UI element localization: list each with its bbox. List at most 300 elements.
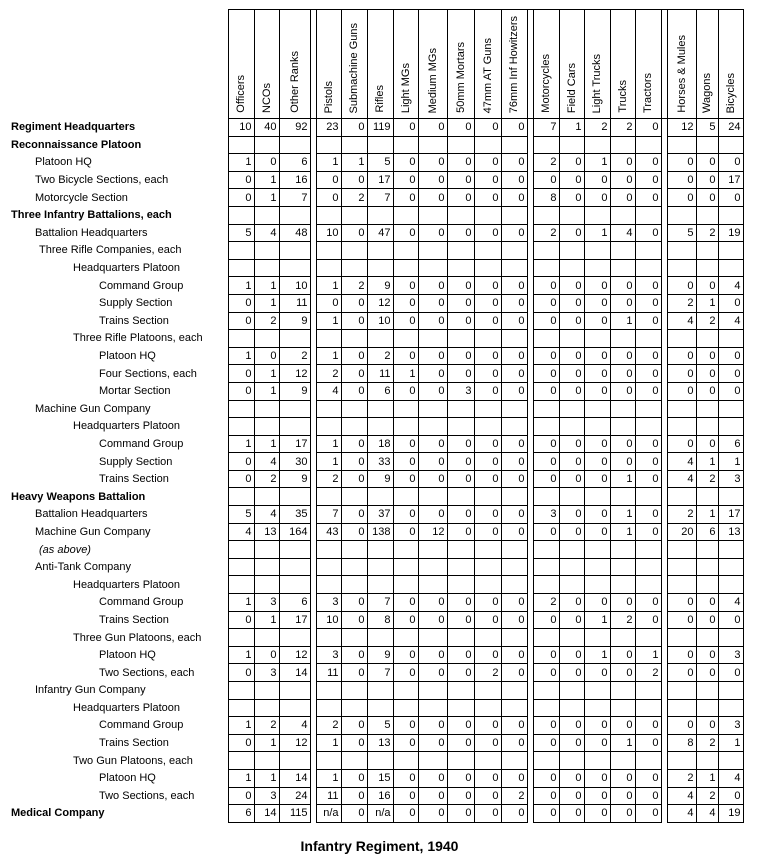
table-cell [393,541,418,559]
table-cell [696,259,718,277]
table-cell: 7 [316,506,341,524]
table-row [9,259,743,277]
table-cell [696,541,718,559]
table-cell: 0 [533,717,559,735]
table-cell: 5 [667,224,696,242]
table-row [9,682,743,700]
table-cell [533,558,559,576]
table-row [9,189,743,207]
table-cell: 13 [718,523,743,541]
table-cell: 0 [418,769,447,787]
table-cell: 17 [718,506,743,524]
table-cell: 0 [533,312,559,330]
table-cell: 0 [533,294,559,312]
table-cell [393,206,418,224]
table-cell [254,752,279,770]
table-cell [718,682,743,700]
table-cell [228,136,254,154]
table-cell [501,400,527,418]
table-cell: 0 [316,294,341,312]
table-cell: 0 [393,312,418,330]
table-cell: 0 [447,734,474,752]
table-cell: 0 [559,611,584,629]
row-label: Two Gun Platoons, each [73,754,193,767]
table-cell: 11 [279,294,310,312]
table-cell: 6 [279,154,310,172]
table-cell: 0 [447,294,474,312]
table-cell: 0 [393,611,418,629]
table-cell: 0 [610,646,635,664]
table-cell: 0 [501,506,527,524]
table-cell: 3 [718,717,743,735]
table-cell [667,541,696,559]
table-cell: 4 [667,312,696,330]
table-cell: 0 [501,189,527,207]
table-cell: 0 [501,171,527,189]
table-cell [418,242,447,260]
table-cell: 1 [228,646,254,664]
table-cell: 1 [254,611,279,629]
row-label: Command Group [99,437,184,450]
table-cell: 9 [367,470,393,488]
table-row [9,453,743,471]
table-cell [559,400,584,418]
table-cell: 0 [559,294,584,312]
table-cell: 0 [254,154,279,172]
table-cell: 0 [418,224,447,242]
table-cell: 0 [533,470,559,488]
table-cell: 0 [533,382,559,400]
table-cell [667,682,696,700]
table-cell [228,242,254,260]
table-cell: n/a [316,805,341,823]
table-cell [228,259,254,277]
table-cell: 6 [696,523,718,541]
table-cell [418,629,447,647]
table-cell [393,576,418,594]
table-cell: 0 [610,664,635,682]
table-cell: 1 [316,734,341,752]
table-cell: 2 [667,506,696,524]
table-cell [559,488,584,506]
table-cell: 1 [254,294,279,312]
table-cell: 0 [474,805,501,823]
table-cell: 0 [635,312,661,330]
table-cell: 0 [418,382,447,400]
table-cell: 0 [228,470,254,488]
table-row [9,470,743,488]
row-label: Reconnaissance Platoon [11,138,142,151]
table-cell [367,259,393,277]
table-cell: 0 [418,805,447,823]
table-cell: 0 [393,470,418,488]
table-cell [418,752,447,770]
table-cell: 0 [447,435,474,453]
table-cell: 0 [474,646,501,664]
table-row [9,611,743,629]
table-cell: 0 [696,347,718,365]
table-cell: 1 [316,277,341,295]
table-cell [279,488,310,506]
table-row [9,171,743,189]
table-cell: 0 [667,646,696,664]
table-cell: 0 [696,382,718,400]
table-cell [533,576,559,594]
table-cell [559,558,584,576]
table-cell: 0 [474,119,501,137]
table-cell [610,206,635,224]
table-cell [501,541,527,559]
table-cell: 3 [254,594,279,612]
table-cell [667,488,696,506]
column-header-label: Submachine Guns [348,22,360,113]
table-cell [696,400,718,418]
table-cell [418,330,447,348]
table-cell: 1 [316,435,341,453]
table-cell [393,400,418,418]
column-header [367,10,393,119]
table-cell: 0 [447,312,474,330]
table-cell: 0 [418,717,447,735]
table-row [9,699,743,717]
table-cell: 37 [367,506,393,524]
table-cell [367,629,393,647]
table-cell: 0 [474,435,501,453]
table-cell [667,330,696,348]
table-cell [254,699,279,717]
table-cell [279,629,310,647]
table-cell: 0 [610,277,635,295]
column-header-label: Officers [235,75,247,113]
table-row [9,629,743,647]
table-cell [418,576,447,594]
table-cell [279,558,310,576]
section-row [9,119,743,137]
section-row [9,206,743,224]
table-cell: 0 [584,523,610,541]
table-cell: 1 [718,734,743,752]
row-label: Platoon HQ [35,156,92,169]
table-cell [279,576,310,594]
table-cell: 0 [228,611,254,629]
table-cell [667,418,696,436]
table-cell: 2 [667,769,696,787]
table-cell [533,682,559,700]
table-cell: 5 [228,224,254,242]
table-cell: 0 [559,171,584,189]
table-cell: 1 [254,365,279,383]
organization-table [9,9,744,823]
table-cell: 0 [447,646,474,664]
table-cell: 0 [584,470,610,488]
table-cell [393,330,418,348]
table-cell [393,629,418,647]
table-cell [610,330,635,348]
table-cell: 0 [533,523,559,541]
table-cell: 10 [228,119,254,137]
table-row [9,294,743,312]
table-cell: 4 [610,224,635,242]
table-cell: 0 [635,523,661,541]
table-cell: 0 [418,734,447,752]
table-cell [533,752,559,770]
table-cell: 0 [228,734,254,752]
table-row [9,576,743,594]
table-cell: 0 [718,347,743,365]
table-cell [474,558,501,576]
table-cell: 0 [610,787,635,805]
table-cell: 4 [667,787,696,805]
table-cell: 0 [447,277,474,295]
table-cell: 0 [447,769,474,787]
row-label: Machine Gun Company [35,402,151,415]
table-cell: 0 [584,769,610,787]
table-cell [367,136,393,154]
table-cell: 0 [341,312,367,330]
table-cell: 0 [667,189,696,207]
table-cell: 40 [254,119,279,137]
table-cell: 1 [228,347,254,365]
table-cell: 0 [635,435,661,453]
table-cell [254,558,279,576]
row-label: Three Gun Platoons, each [73,631,202,644]
table-cell [635,400,661,418]
table-cell [418,418,447,436]
table-cell [418,206,447,224]
table-cell [474,400,501,418]
table-cell: 1 [610,470,635,488]
table-cell [718,136,743,154]
table-cell: 1 [718,453,743,471]
table-cell: 2 [667,294,696,312]
table-cell [254,576,279,594]
table-cell: 0 [584,294,610,312]
table-cell: 0 [559,154,584,172]
table-cell: 0 [418,506,447,524]
table-cell: 0 [418,453,447,471]
table-cell: 24 [279,787,310,805]
table-cell: 4 [718,594,743,612]
table-row [9,330,743,348]
table-cell [279,418,310,436]
table-cell [367,418,393,436]
table-cell: 7 [367,664,393,682]
table-cell [667,400,696,418]
table-cell [718,488,743,506]
row-label: Headquarters Platoon [73,701,181,714]
table-cell [393,558,418,576]
table-cell: 1 [635,646,661,664]
column-header [584,10,610,119]
row-label: Two Sections, each [99,666,195,679]
table-cell: 7 [367,189,393,207]
table-cell [584,576,610,594]
column-header-label: Field Cars [565,62,578,113]
table-cell: 0 [474,769,501,787]
table-cell: 0 [667,277,696,295]
table-cell: 2 [696,224,718,242]
table-cell [447,259,474,277]
table-cell: 0 [418,646,447,664]
table-cell: 4 [254,224,279,242]
table-cell: 0 [610,769,635,787]
table-cell: 0 [474,365,501,383]
table-cell: 0 [341,119,367,137]
table-cell: 0 [718,154,743,172]
table-cell: 3 [316,594,341,612]
table-cell: 0 [584,171,610,189]
table-cell: 0 [533,769,559,787]
column-header [316,10,341,119]
table-cell: 0 [533,734,559,752]
table-cell: 2 [254,312,279,330]
table-cell [254,259,279,277]
table-cell [367,242,393,260]
table-cell [279,541,310,559]
table-cell: 9 [279,312,310,330]
table-cell [610,752,635,770]
table-cell [559,206,584,224]
row-label: Trains Section [99,737,169,750]
table-cell: 3 [533,506,559,524]
table-cell: 119 [367,119,393,137]
table-cell: 0 [228,787,254,805]
table-cell: 0 [584,382,610,400]
table-cell: 0 [447,119,474,137]
table-cell: 0 [584,734,610,752]
table-cell [474,682,501,700]
table-cell [393,682,418,700]
table-cell [635,488,661,506]
table-cell: 10 [316,224,341,242]
table-cell: 0 [418,664,447,682]
table-cell [341,576,367,594]
table-cell [341,259,367,277]
table-cell: 3 [316,646,341,664]
table-cell: 0 [667,154,696,172]
table-cell: 4 [718,277,743,295]
table-cell: 0 [696,435,718,453]
column-header [279,10,310,119]
table-cell: 17 [279,435,310,453]
table-cell: 0 [635,470,661,488]
table-cell: 0 [228,171,254,189]
table-cell: 0 [341,611,367,629]
table-cell: 0 [533,611,559,629]
table-cell: 0 [501,347,527,365]
table-cell: 47 [367,224,393,242]
table-cell: 0 [667,664,696,682]
table-cell: 0 [393,523,418,541]
table-cell: 0 [474,523,501,541]
row-label: Trains Section [99,473,169,486]
table-cell: 0 [559,189,584,207]
table-cell: 0 [418,154,447,172]
table-cell [316,242,341,260]
table-cell [341,330,367,348]
table-cell: 10 [367,312,393,330]
table-cell: 0 [228,294,254,312]
table-cell [533,541,559,559]
row-label: Regiment Headquarters [11,121,136,134]
table-cell: 3 [254,787,279,805]
table-cell: 24 [718,119,743,137]
table-cell [718,699,743,717]
table-cell: 0 [696,611,718,629]
table-cell: 0 [393,717,418,735]
table-cell [474,699,501,717]
table-cell: 0 [393,171,418,189]
table-cell [316,259,341,277]
row-label: Headquarters Platoon [73,262,181,275]
column-header [667,10,696,119]
column-header [696,10,718,119]
table-cell [718,330,743,348]
table-cell [584,541,610,559]
row-label: Command Group [99,719,184,732]
table-cell: 0 [418,294,447,312]
table-cell [418,488,447,506]
row-label: Three Rifle Companies, each [39,244,182,257]
table-cell: 1 [341,154,367,172]
table-cell: 0 [501,734,527,752]
table-cell [667,136,696,154]
table-cell: 1 [316,769,341,787]
table-cell: 0 [635,382,661,400]
table-cell [610,400,635,418]
column-header-label: Other Ranks [288,51,301,113]
table-cell [279,752,310,770]
table-cell [474,488,501,506]
table-cell [635,682,661,700]
table-cell: 0 [559,523,584,541]
table-cell [279,136,310,154]
table-cell [718,576,743,594]
table-cell: 0 [474,506,501,524]
table-cell: 2 [474,664,501,682]
table-cell: 0 [610,154,635,172]
table-cell: 6 [718,435,743,453]
table-cell [341,136,367,154]
row-label: Two Bicycle Sections, each [35,174,169,187]
table-cell: 5 [228,506,254,524]
table-cell [559,330,584,348]
table-cell: 0 [393,294,418,312]
table-cell: 0 [610,294,635,312]
column-header [341,10,367,119]
table-cell: 0 [447,717,474,735]
table-cell: 0 [559,769,584,787]
table-cell [533,259,559,277]
table-cell [254,418,279,436]
table-cell [316,206,341,224]
table-cell: 2 [279,347,310,365]
table-cell: 0 [341,717,367,735]
table-cell [279,699,310,717]
table-cell: 0 [393,224,418,242]
table-cell: 0 [418,312,447,330]
table-cell [228,699,254,717]
table-cell: 1 [316,154,341,172]
table-cell: 12 [418,523,447,541]
table-cell [279,400,310,418]
row-label: Supply Section [99,455,173,468]
table-cell [228,400,254,418]
row-label: Command Group [99,596,184,609]
table-cell [316,400,341,418]
table-cell: 0 [533,664,559,682]
table-cell: 0 [228,365,254,383]
